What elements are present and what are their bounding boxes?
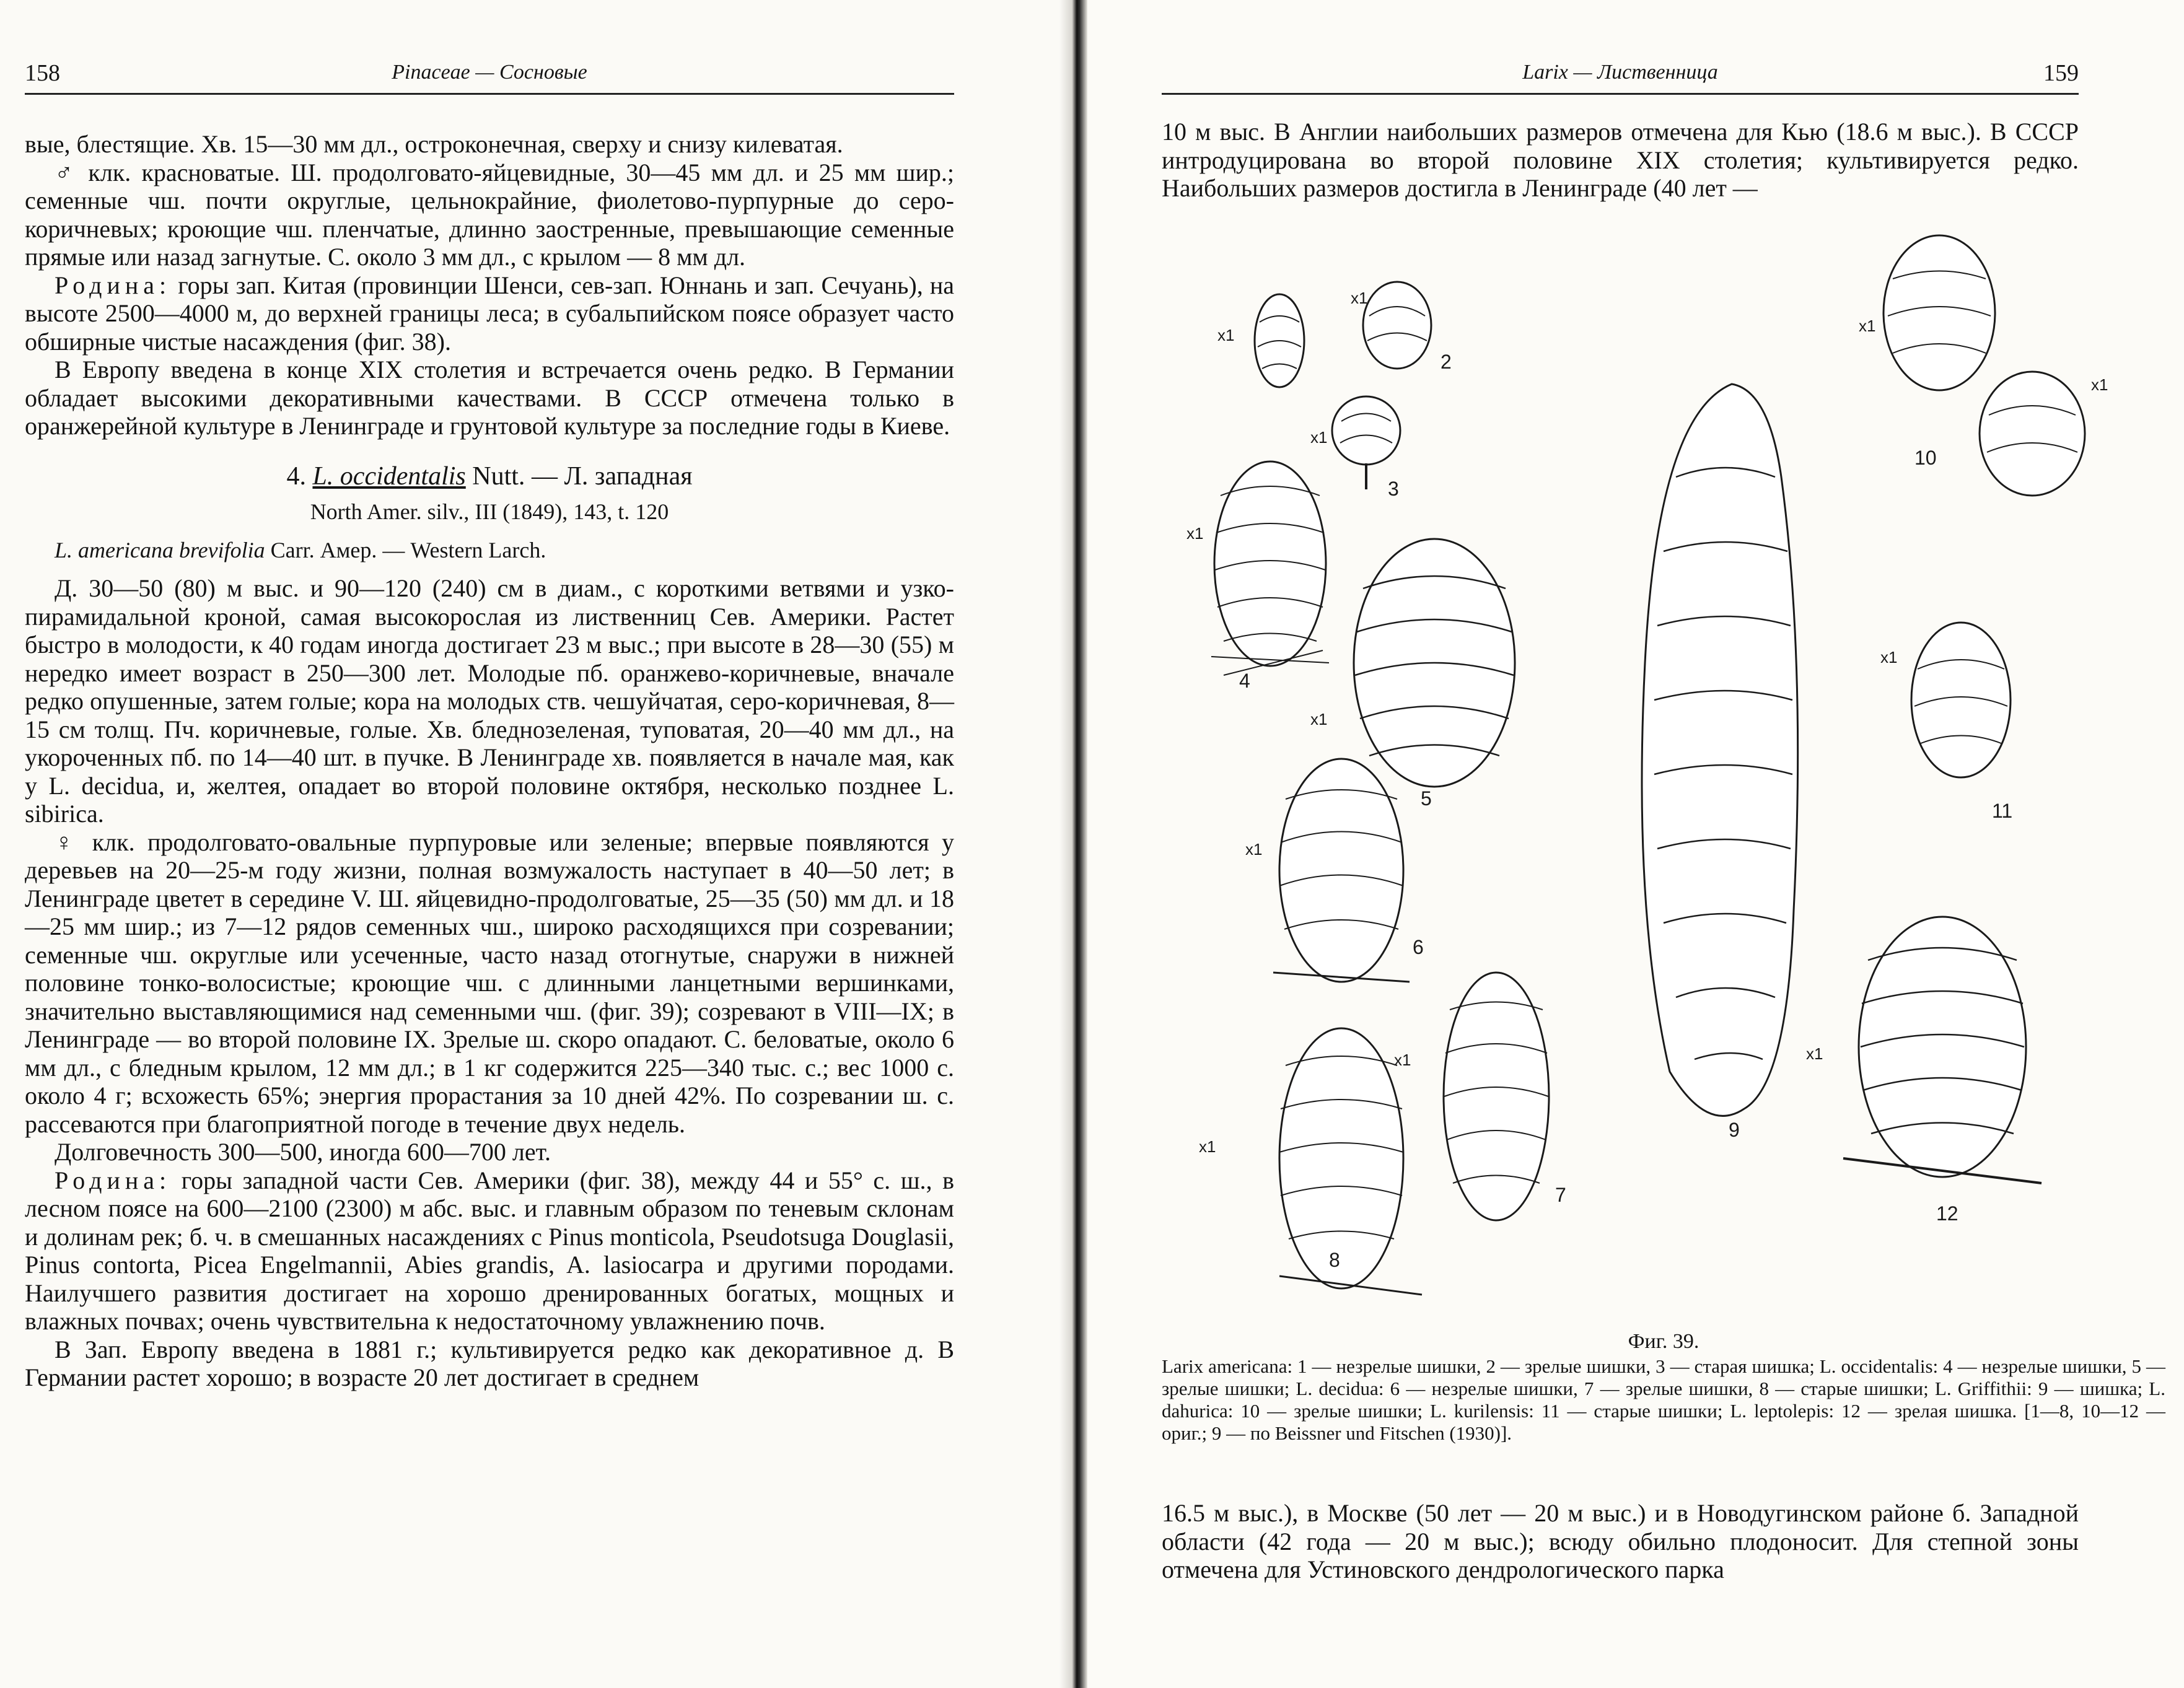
species-heading: 4. L. occidentalis Nutt. — Л. западная bbox=[286, 461, 693, 491]
cone-drawing-3 bbox=[1310, 396, 1400, 500]
svg-text:x1: x1 bbox=[1880, 648, 1898, 667]
figure-number: 2 bbox=[1441, 351, 1452, 373]
paragraph: Долговечность 300—500, иногда 600—700 лет. bbox=[55, 1138, 551, 1166]
cone-drawing-2 bbox=[1351, 282, 1452, 373]
svg-text:11: 11 bbox=[1992, 800, 2013, 822]
cone-drawing-4 bbox=[1186, 461, 1329, 692]
cone-drawing-1 bbox=[1217, 294, 1304, 387]
running-title: Pinaceae — Сосновые bbox=[392, 61, 587, 84]
left-body-text bbox=[25, 130, 954, 1392]
figure-caption bbox=[1162, 1331, 2165, 1445]
right-top-text: 10 м выс. В Англии наибольших размеров отмечена для Кью (18.6 м выс.). В СССР интродуцирована во второй половине XIX столетия; культивируется редко. Наибольших размеров достигла в Ленинграде (40 лет — bbox=[1162, 118, 2079, 202]
left-running-head bbox=[25, 56, 954, 95]
paragraph: ♂ клк. красноватые. Ш. продолговато-яйцевидные, 30—45 мм дл. и 25 мм шир.; семенные чш. почти округлые, цельнокрайние, фиолетово-пурпурные до серо-коричневых; кроющие чш. пленчатые, длинно заостренные, превышающие семенные прямые или назад загнутые. С. около 3 мм дл., с крылом — 8 мм дл. bbox=[25, 158, 954, 271]
page-number: 159 bbox=[2043, 60, 2079, 86]
paragraph: ♀ клк. продолговато-овальные пурпуровые или зеленые; впервые появляются у деревьев на 20—25-м году жизни, полная возмужалость наступает в 40—50 лет; в Ленинграде цветет в середине V. Ш. яйцевидно-продолговатые, 25—35 (50) мм дл. и 18—25 мм шир.; из 7—12 рядов семенных чш., широко расходящихся при созревании; семенные чш. округлые или усеченные, часто назад отогнутые, снаружи в нижней половине тонко-волосистые; кроющие чш. с длинными ланцетными вершинками, значительно выставляющимися над семенными чш. (фиг. 39); созревают в VIII—IX; в Ленинграде — во второй половине IX. Зрелые ш. скоро опадают. С. беловатые, около 6 мм дл., с бледным крылом, 12 мм дл.; в 1 кг содержится 225—340 тыс. с.; вес 1000 с. около 4 г; всхожесть 65%; энергия прорастания за 10 дней 42%. По созревании ш. с. рассеваются при благоприятной погоде в течение двух недель. bbox=[25, 828, 954, 1138]
svg-text:8: 8 bbox=[1329, 1249, 1340, 1271]
svg-text:9: 9 bbox=[1729, 1119, 1740, 1141]
svg-text:3: 3 bbox=[1388, 478, 1399, 500]
svg-text:x1: x1 bbox=[1310, 428, 1328, 447]
cone-drawing-12 bbox=[1806, 917, 2041, 1225]
svg-text:x1: x1 bbox=[1186, 524, 1204, 543]
book-spine bbox=[1059, 0, 1087, 1688]
svg-text:x1: x1 bbox=[1351, 289, 1368, 307]
homeland-label: Родина: bbox=[55, 271, 172, 299]
paragraph: В Зап. Европу введена в 1881 г.; культивируется редко как декоративное д. В Германии растет хорошо; в возрасте 20 лет достигает в среднем bbox=[25, 1335, 954, 1391]
right-page bbox=[1087, 0, 2184, 1688]
caption-text: Larix americana: 1 — незрелые шишки, 2 — зрелые шишки, 3 — старая шишка; L. occidentalis: 4 — незрелые шишки, 5 — зрелые шишки; L. decidua: 6 — незрелые шишки, 7 — зрелые шишки, 8 — старые шишки; L. Griffithii: 9 — шишка; L. dahurica: 10 — зрелые шишки; L. kurilensis: 11 — старые шишки; L. leptolepis: 12 — зрелая шишка. [1—8, 10—12 — ориг.; 9 — по Beissner und Fitschen (1930)]. bbox=[1162, 1355, 2165, 1444]
caption-title: Фиг. 39. bbox=[1628, 1330, 1699, 1353]
paragraph: вые, блестящие. Хв. 15—30 мм дл., остроконечная, сверху и снизу килеватая. bbox=[25, 130, 843, 158]
svg-text:10: 10 bbox=[1914, 447, 1937, 469]
species-synonyms: L. americana brevifolia Carr. Амер. — Western Larch. bbox=[55, 537, 546, 562]
svg-text:5: 5 bbox=[1421, 787, 1432, 810]
svg-text:x1: x1 bbox=[1310, 710, 1328, 728]
svg-text:4: 4 bbox=[1239, 670, 1250, 692]
paragraph: Родина: горы западной части Сев. Америки (фиг. 38), между 44 и 55° с. ш., в лесном поясе на 600—2100 (2300) м абс. выс. и главным образом по теневым склонам и долинам рек; б. ч. в смешанных насаждениях с Pinus monticola, Pseudotsuga Douglasii, Pinus contorta, Picea Engelmannii, Abies grandis, A. lasiocarpa и другими породами. Наилучшего развития достигает на хорошо дренированных богатых, мощных и влажных почвах; очень чувствительна к недостаточному увлажнению почв. bbox=[25, 1166, 954, 1335]
cone-drawing-10 bbox=[1859, 235, 2108, 496]
paragraph: В Европу введена в конце XIX столетия и встречается очень редко. В Германии обладает высокими декоративными качествами. В СССР отмечена только в оранжерейной культуре в Ленинграде и грунтовой культуре за последние годы в Киеве. bbox=[25, 356, 954, 440]
left-page bbox=[0, 0, 1078, 1688]
cone-drawing-8 bbox=[1199, 1028, 1422, 1295]
cone-drawing-9 bbox=[1642, 384, 1798, 1141]
cone-drawing-11 bbox=[1880, 623, 2012, 822]
svg-text:7: 7 bbox=[1555, 1184, 1566, 1206]
homeland-label: Родина: bbox=[55, 1166, 172, 1194]
right-running-head bbox=[1162, 56, 2079, 95]
cone-drawing-6 bbox=[1245, 759, 1424, 982]
species-latin-name: L. occidentalis bbox=[312, 461, 466, 491]
figure-39-illustration bbox=[1186, 229, 2153, 1319]
svg-text:12: 12 bbox=[1936, 1202, 1958, 1225]
right-bottom-text: 16.5 м выс.), в Москве (50 лет — 20 м выс.) и в Новодугинском районе б. Западной области (42 года — 20 м выс.); всюду обильно плодоносит. Для степной зоны отмечена для Устиновского дендрологического парка bbox=[1162, 1499, 2079, 1583]
species-reference: North Amer. silv., III (1849), 143, t. 120 bbox=[310, 499, 669, 524]
paragraph: Д. 30—50 (80) м выс. и 90—120 (240) см в диам., с короткими ветвями и узко-пирамидальной кроной, самая высокорослая из лиственниц Сев. Америки. Растет быстро в молодости, к 40 годам иногда достигает 23 м выс.; при высоте в 28—30 (55) м нередко имеет возраст в 250—300 лет. Молодые пб. оранжево-коричневые, вначале редко опушенные, затем голые; кора на молодых ств. чешуйчатая, серо-коричневая, 8—15 см толщ. Пч. коричневые, голые. Хв. бледнозеленая, туповатая, 20—40 мм дл., на укороченных пб. по 14—40 шт. в пучке. В Ленинграде хв. появляется в начале мая, как у L. decidua, и, желтея, опадает во второй половине октября, несколько позднее L. sibirica. bbox=[25, 574, 954, 828]
svg-text:x1: x1 bbox=[1394, 1051, 1411, 1069]
running-title: Larix — Лиственница bbox=[1522, 61, 1718, 84]
cone-drawing-7 bbox=[1394, 973, 1566, 1220]
paragraph: Родина: горы зап. Китая (провинции Шенси, сев-зап. Юннань и зап. Сечуань), на высоте 2500—4000 м, до верхней границы леса; в субальпийском поясе образует часто обширные чистые насаждения (фиг. 38). bbox=[25, 271, 954, 356]
svg-text:x1: x1 bbox=[1806, 1044, 1823, 1063]
svg-text:6: 6 bbox=[1413, 936, 1424, 958]
svg-text:x1: x1 bbox=[1245, 840, 1263, 859]
cone-drawings bbox=[1186, 229, 2153, 1319]
svg-text:x1: x1 bbox=[1199, 1137, 1216, 1156]
page-number: 158 bbox=[25, 60, 60, 86]
svg-text:x1: x1 bbox=[1859, 317, 1876, 335]
svg-text:x1: x1 bbox=[2091, 375, 2108, 394]
scale-label: x1 bbox=[1217, 326, 1235, 344]
